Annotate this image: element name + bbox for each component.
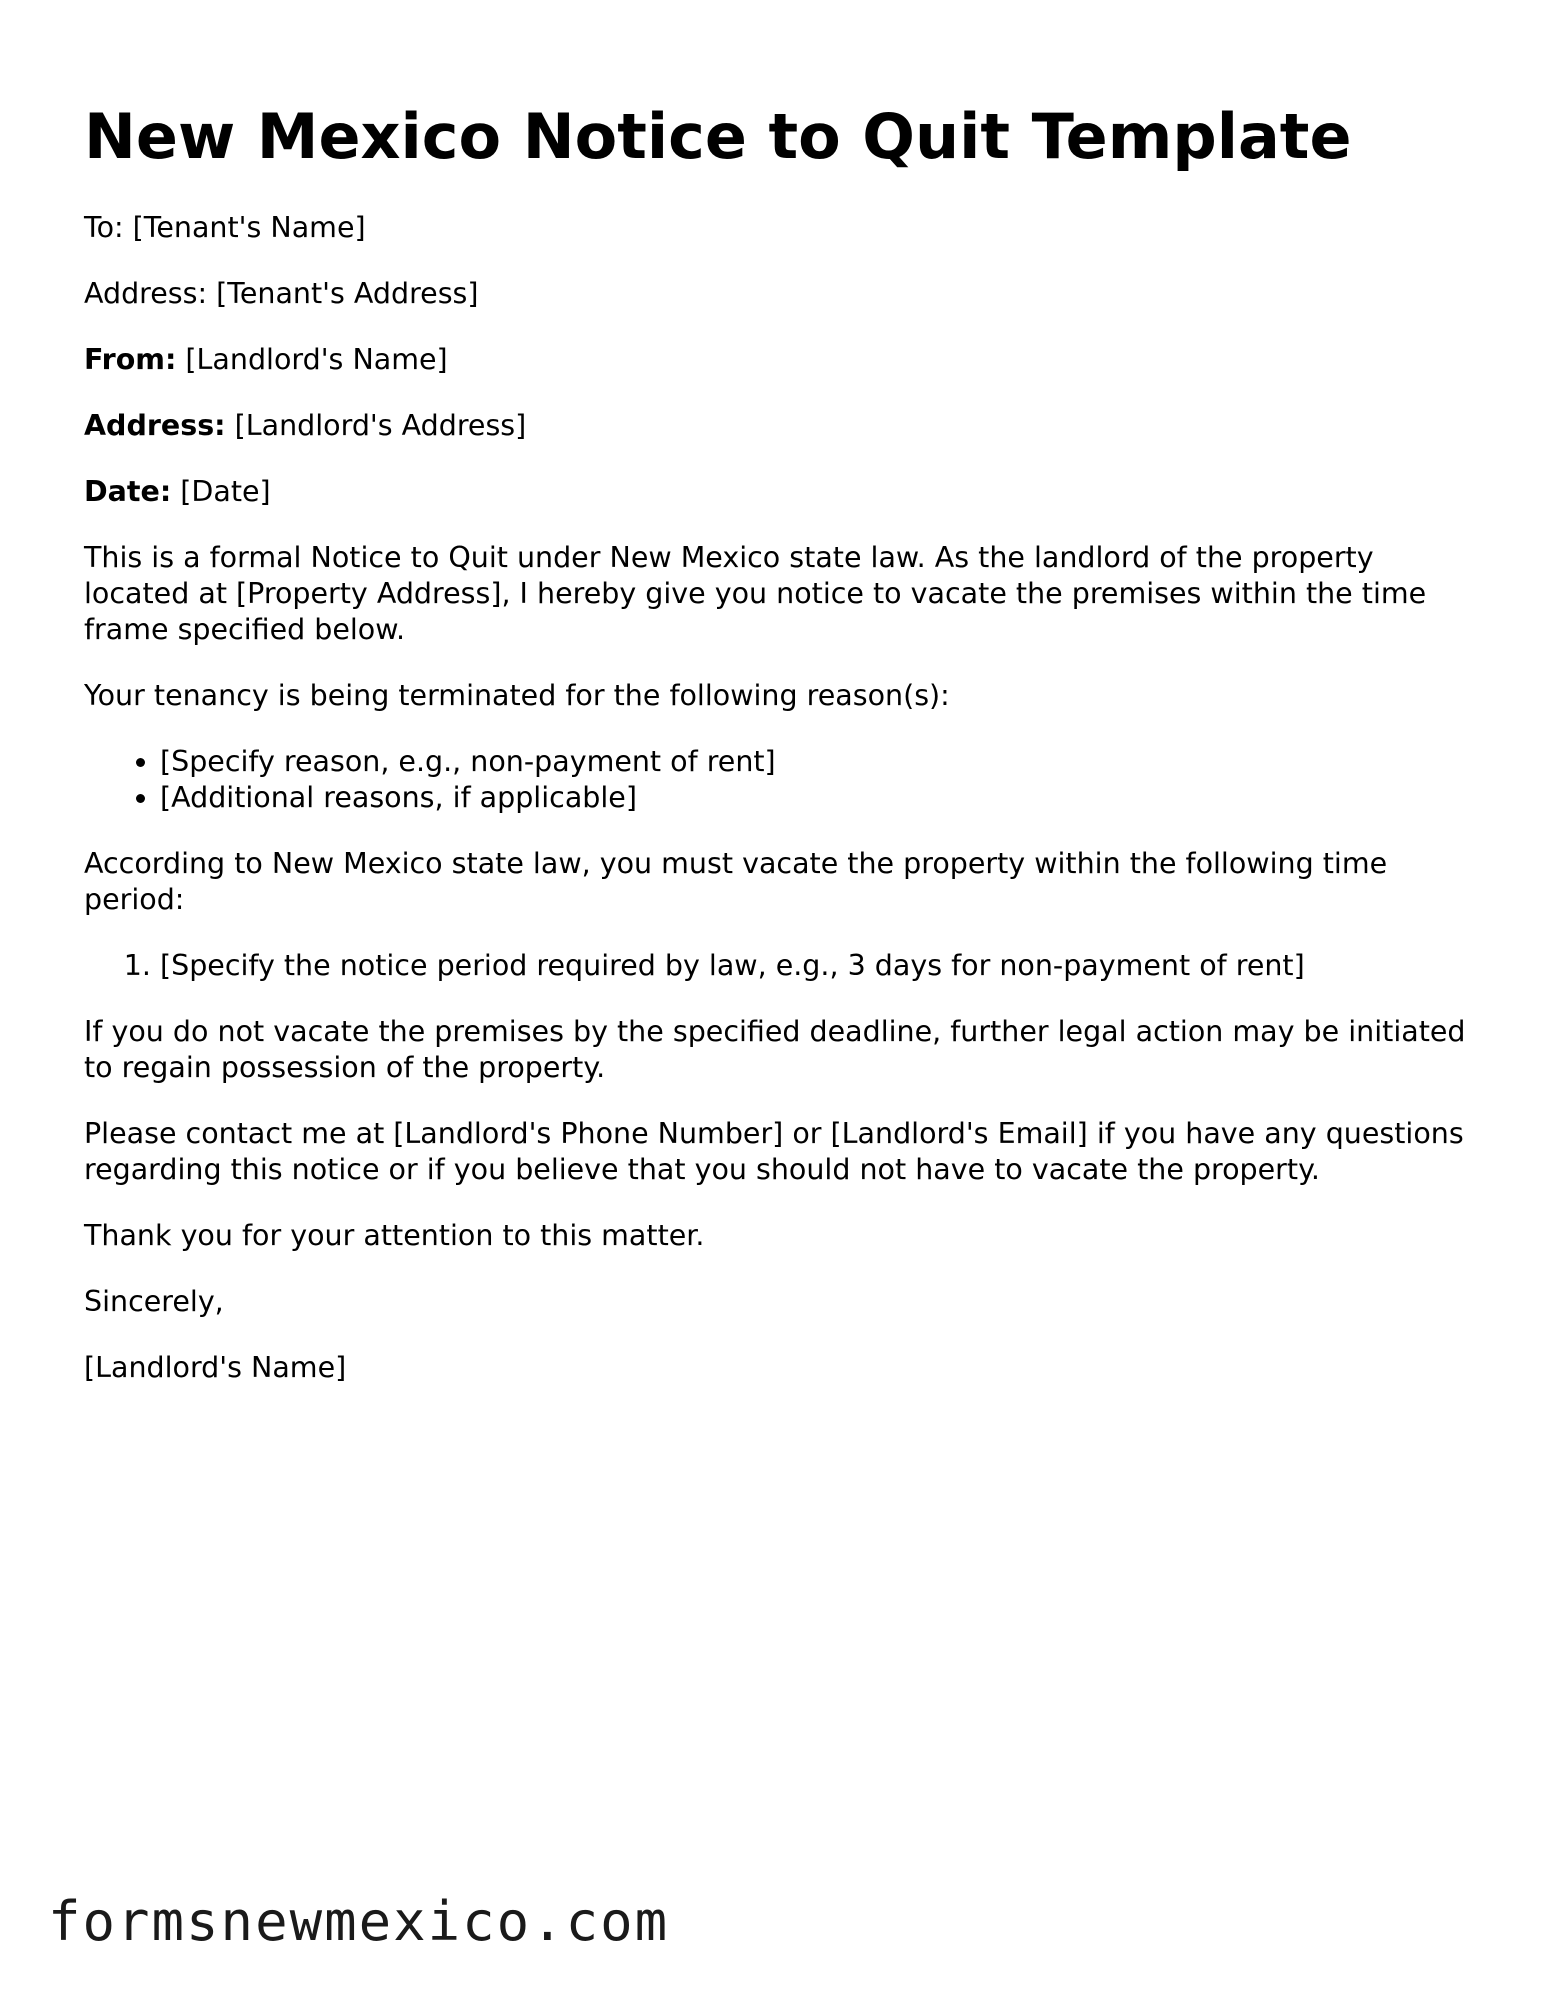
- landlord-address-label: Address:: [84, 409, 226, 443]
- landlord-address-value: [Landlord's Address]: [225, 409, 527, 443]
- thanks-line: Thank you for your attention to this matter.: [84, 1219, 705, 1253]
- list-item: • [Specify reason, e.g., non-payment of rent]: [160, 744, 1474, 780]
- intro-paragraph: This is a formal Notice to Quit under New Mexico state law. As the landlord of the property located at [Property Address], I hereby give you notice to vacate the premises within the time frame specified below.: [84, 541, 1427, 647]
- to-line: To: [Tenant's Name]: [84, 211, 366, 245]
- from-label: From:: [84, 343, 177, 377]
- document-page: [84, 100, 1474, 1416]
- from-line: [84, 342, 1474, 378]
- period-intro: According to New Mexico state law, you must vacate the property within the following time period:: [84, 847, 1388, 917]
- closing-line: Sincerely,: [84, 1285, 224, 1319]
- signature-line: [Landlord's Name]: [84, 1351, 347, 1385]
- date-label: Date:: [84, 475, 172, 509]
- date-line: [84, 474, 1474, 510]
- footer-brand: formsnewmexico.com: [48, 1890, 670, 1953]
- reasons-intro: Your tenancy is being terminated for the following reason(s):: [84, 679, 950, 713]
- from-value: [Landlord's Name]: [176, 343, 448, 377]
- contact-paragraph: Please contact me at [Landlord's Phone Number] or [Landlord's Email] if you have any questions regarding this notice or if you believe that you should not have to vacate the property.: [84, 1117, 1464, 1187]
- date-value: [Date]: [171, 475, 271, 509]
- tenant-address-line: Address: [Tenant's Address]: [84, 277, 479, 311]
- consequence-paragraph: If you do not vacate the premises by the specified deadline, further legal action may be initiated to regain possession of the property.: [84, 1015, 1466, 1085]
- periods-list: [84, 948, 1474, 984]
- list-item: • [Additional reasons, if applicable]: [160, 780, 1474, 816]
- reasons-list: [84, 744, 1474, 816]
- document-title: New Mexico Notice to Quit Template: [84, 100, 1352, 173]
- list-item: 1. [Specify the notice period required by law, e.g., 3 days for non-payment of rent]: [160, 948, 1474, 984]
- landlord-address-line: [84, 408, 1474, 444]
